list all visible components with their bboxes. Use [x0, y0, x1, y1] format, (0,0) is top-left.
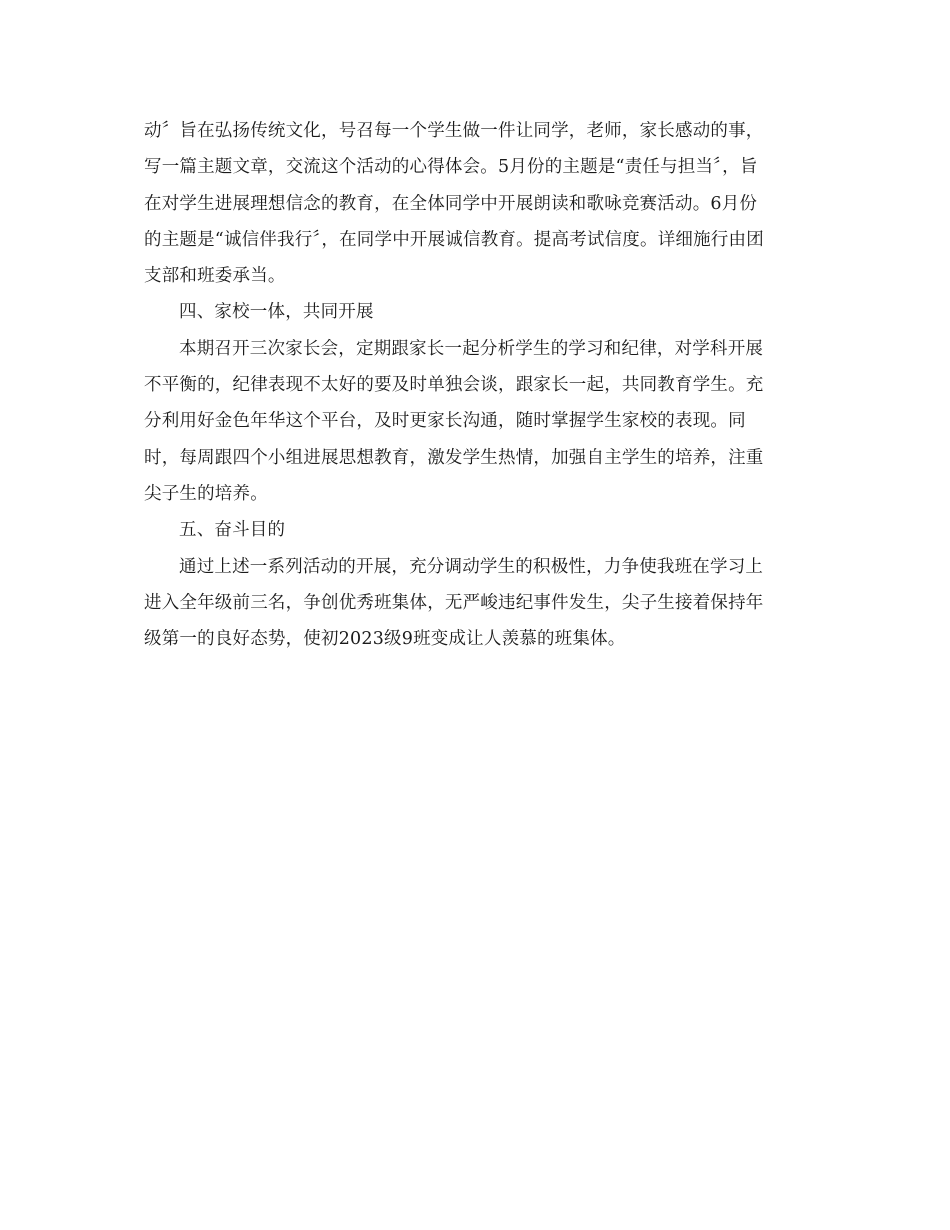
section-heading-goals: 五、奋斗目的 — [179, 520, 286, 541]
paragraph-line: 尖子生的培养。 — [144, 483, 268, 504]
document-body — [144, 113, 809, 657]
paragraph-line: 支部和班委承当。 — [144, 266, 286, 287]
section-heading-family-school: 四、家校一体，共同开展 — [179, 302, 374, 323]
paragraph-line: 本期召开三次家长会，定期跟家长一起分析学生的学习和纪律，对学科开展 — [179, 338, 764, 359]
paragraph-line: 进入全年级前三名，争创优秀班集体，无严峻违纪事件发生，尖子生接着保持年 — [144, 592, 764, 613]
paragraph-line: 分利用好金色年华这个平台，及时更家长沟通，随时掌握学生家校的表现。同 — [144, 411, 746, 432]
paragraph-line: 的主题是“诚信伴我行〞，在同学中开展诚信教育。提高考试信度。详细施行由团 — [144, 229, 764, 250]
paragraph-line: 写一篇主题文章，交流这个活动的心得体会。5月份的主题是“责任与担当〞，旨 — [144, 157, 758, 178]
paragraph-line: 不平衡的，纪律表现不太好的要及时单独会谈，跟家长一起，共同教育学生。充 — [144, 375, 764, 396]
paragraph-line: 时，每周跟四个小组进展思想教育，激发学生热情，加强自主学生的培养，注重 — [144, 447, 764, 468]
paragraph-line: 级第一的良好态势，使初2023级9班变成让人羡慕的班集体。 — [144, 629, 626, 650]
paragraph-line: 在对学生进展理想信念的教育，在全体同学中开展朗读和歌咏竞赛活动。6月份 — [144, 193, 758, 214]
paragraph-line: 通过上述一系列活动的开展，充分调动学生的积极性，力争使我班在学习上 — [179, 556, 764, 577]
paragraph-line: 动〞旨在弘扬传统文化，号召每一个学生做一件让同学，老师，家长感动的事， — [144, 121, 764, 141]
